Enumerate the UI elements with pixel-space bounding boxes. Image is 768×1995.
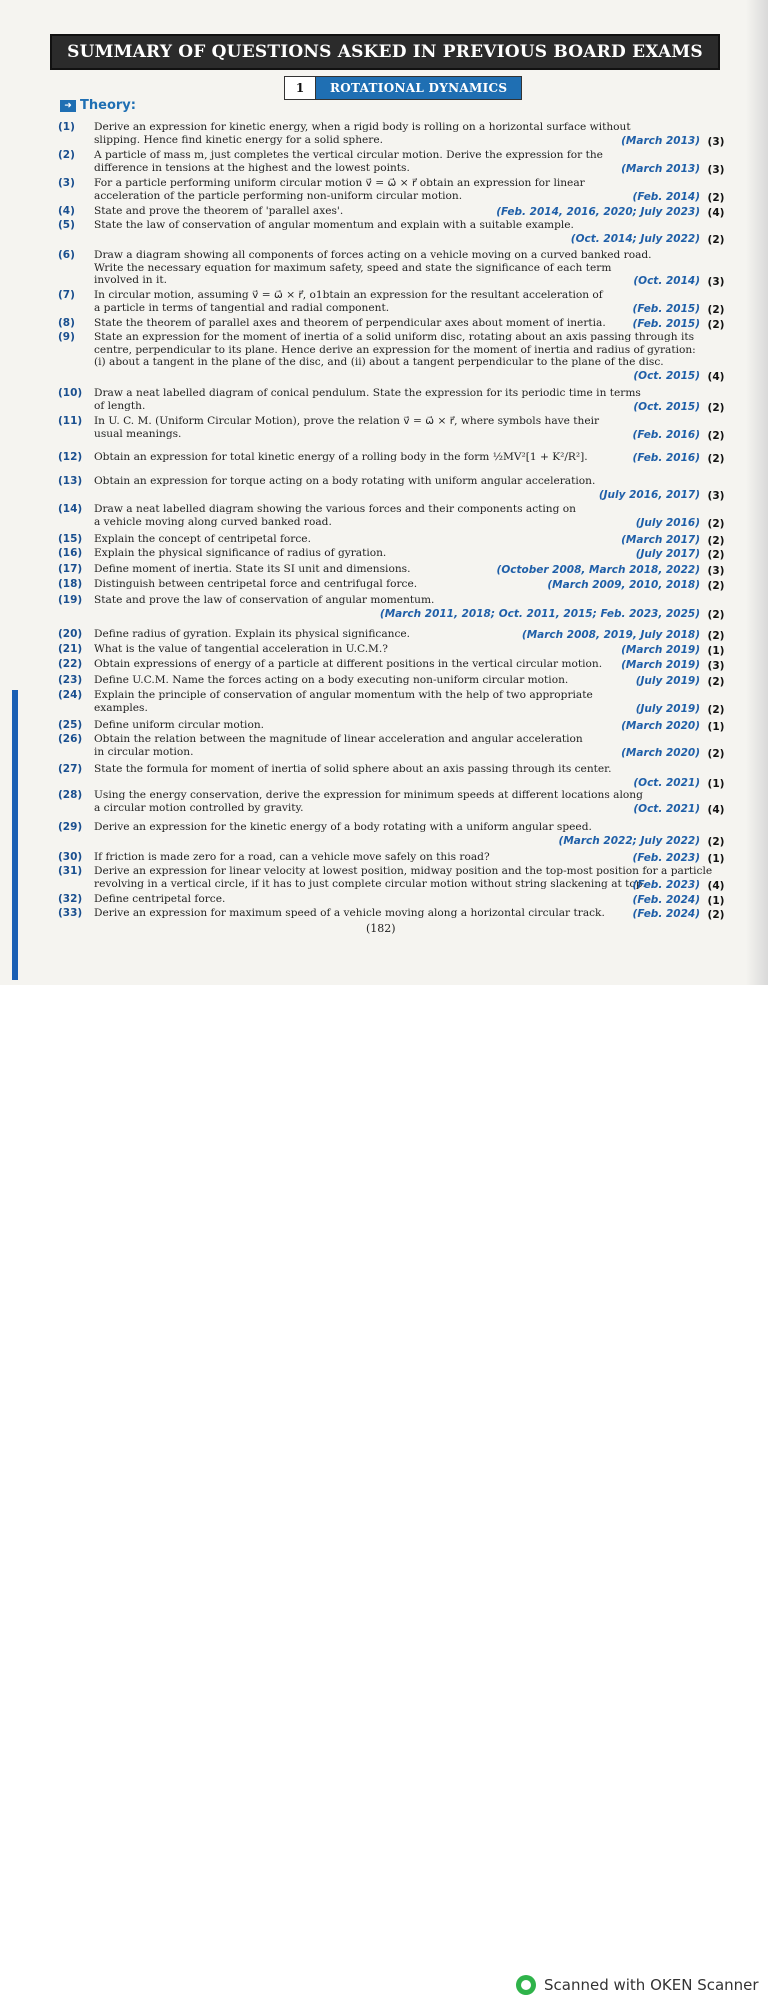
page-number: (182): [366, 922, 396, 935]
question-number: (19): [58, 594, 83, 606]
question-marks: (2): [707, 191, 725, 204]
question-line: Derive an expression for maximum speed of a vehicle moving along a horizontal circular track.: [94, 907, 605, 919]
question-text: [94, 121, 684, 146]
question-number: (8): [58, 317, 75, 329]
exam-date: (Feb. 2014): [632, 190, 700, 203]
exam-date: (March 2013): [621, 134, 700, 147]
question-line: involved in it.: [94, 274, 167, 286]
question-line: Draw a neat labelled diagram of conical pendulum. State the expression for its periodic time in terms: [94, 387, 641, 399]
question-text: [94, 547, 684, 560]
question-line: If friction is made zero for a road, can a vehicle move safely on this road?: [94, 851, 490, 863]
question-number: (30): [58, 851, 83, 863]
question-number: (12): [58, 451, 83, 463]
question-line: of length.: [94, 399, 146, 412]
question-line: in circular motion.: [94, 745, 194, 758]
question-marks: (2): [707, 676, 725, 688]
exam-date: (Oct. 2015): [633, 400, 700, 413]
exam-date: (July 2016): [635, 516, 700, 529]
question-text: [94, 451, 684, 464]
question-marks: (2): [707, 747, 725, 760]
question-text: [94, 415, 684, 440]
question-text: [94, 177, 684, 202]
question-line: Distinguish between centripetal force and centrifugal force.: [94, 578, 418, 590]
question-marks: (2): [707, 580, 725, 592]
question-text: [94, 475, 684, 500]
question-marks: (2): [707, 303, 725, 316]
question-line: slipping. Hence find kinetic energy for a solid sphere.: [94, 133, 384, 146]
question-line: Explain the principle of conservation of angular momentum with the help of two appropriate: [94, 689, 593, 701]
question-number: (13): [58, 475, 83, 487]
question-marks: (4): [707, 207, 725, 219]
question-line: a vehicle moving along curved banked road.: [94, 515, 332, 528]
question-text: [94, 658, 684, 671]
question-number: (2): [58, 149, 75, 161]
question-number: (9): [58, 331, 75, 343]
header-title: SUMMARY OF QUESTIONS ASKED IN PREVIOUS BOARD EXAMS: [67, 42, 703, 62]
exam-date: (March 2022; July 2022): [558, 834, 700, 847]
question-text: [94, 733, 684, 758]
question-text: [94, 643, 684, 656]
question-number: (3): [58, 177, 75, 189]
question-number: (22): [58, 658, 83, 670]
question-marks: (1): [707, 777, 725, 790]
question-marks: (2): [707, 233, 725, 246]
arrow-icon: ➜: [60, 100, 76, 112]
question-number: (18): [58, 578, 83, 590]
question-line: Define uniform circular motion.: [94, 719, 265, 731]
exam-date: (March 2017): [621, 534, 700, 546]
question-line: Using the energy conservation, derive the expression for minimum speeds at different locations along: [94, 789, 643, 801]
question-number: (6): [58, 249, 75, 261]
exam-date: (Oct. 2021): [633, 776, 700, 789]
question-marks: (3): [707, 135, 725, 148]
oken-logo-icon: [516, 1975, 536, 1995]
question-line: For a particle performing uniform circular motion v⃗ = ω⃗ × r⃗ obtain an expression for linear: [94, 177, 585, 189]
question-line: [94, 369, 684, 382]
question-text: [94, 387, 684, 412]
exam-date: (March 2019): [621, 659, 700, 671]
question-line: Derive an expression for linear velocity at lowest position, midway position and the top-most position for a particle: [94, 865, 713, 877]
question-text: [94, 789, 684, 814]
question-line: Obtain an expression for torque acting on a body rotating with uniform angular acceleration.: [94, 475, 596, 487]
exam-date: (March 2020): [621, 720, 700, 732]
question-number: (31): [58, 865, 83, 877]
question-line: Derive an expression for kinetic energy, when a rigid body is rolling on a horizontal surface without: [94, 121, 631, 133]
question-line: In U. C. M. (Uniform Circular Motion), prove the relation v⃗ = ω⃗ × r⃗, where symbols have their: [94, 415, 600, 427]
question-text: [94, 289, 684, 314]
question-number: (1): [58, 121, 75, 133]
question-line: a circular motion controlled by gravity.: [94, 801, 304, 814]
question-number: (25): [58, 719, 83, 731]
question-marks: (2): [707, 703, 725, 716]
question-marks: (1): [707, 895, 725, 907]
question-marks: (3): [707, 660, 725, 672]
question-line: usual meanings.: [94, 427, 182, 440]
exam-date: (March 2009, 2010, 2018): [547, 579, 700, 591]
question-marks: (2): [707, 319, 725, 331]
question-marks: (1): [707, 721, 725, 733]
question-text: [94, 851, 684, 864]
question-line: Obtain expressions of energy of a particle at different positions in the vertical circular motion.: [94, 658, 603, 670]
question-marks: (2): [707, 549, 725, 561]
question-text: [94, 331, 696, 381]
question-number: (27): [58, 763, 83, 775]
exam-date: (Oct. 2015): [633, 369, 700, 382]
exam-date: (Feb. 2024): [632, 894, 700, 906]
chapter-title: ROTATIONAL DYNAMICS: [316, 77, 521, 99]
theory-section-heading: [60, 98, 136, 113]
question-marks: (2): [707, 517, 725, 530]
exam-date: (March 2019): [621, 644, 700, 656]
question-marks: (3): [707, 276, 725, 288]
exam-date: (Feb. 2023): [632, 852, 700, 864]
question-text: [94, 865, 713, 890]
exam-date: (Oct. 2014): [633, 275, 700, 287]
exam-date: (Feb. 2014, 2016, 2020; July 2023): [496, 206, 700, 218]
question-marks: (4): [707, 803, 725, 816]
question-marks: (1): [707, 853, 725, 865]
exam-date: (March 2020): [621, 746, 700, 759]
question-line: State and prove the theorem of 'parallel axes'.: [94, 205, 344, 217]
question-marks: (2): [707, 909, 725, 921]
question-marks: (2): [707, 630, 725, 642]
scanner-watermark: [516, 1975, 759, 1995]
question-number: (17): [58, 563, 83, 575]
question-line: difference in tensions at the highest and the lowest points.: [94, 161, 410, 174]
question-line: State and prove the law of conservation of angular momentum.: [94, 594, 435, 606]
question-number: (7): [58, 289, 75, 301]
question-marks: (4): [707, 370, 725, 383]
page-margin-bar: [12, 690, 18, 980]
question-line: Explain the concept of centripetal force.: [94, 533, 311, 545]
question-text: [94, 249, 684, 287]
question-line: Write the necessary equation for maximum safety, speed and state the significance of each term: [94, 261, 612, 274]
exam-date: (July 2019): [635, 675, 700, 687]
question-line: Draw a diagram showing all components of forces acting on a vehicle moving on a curved banked road.: [94, 249, 652, 261]
question-number: (10): [58, 387, 83, 399]
chapter-heading: [284, 76, 522, 100]
exam-date: (Oct. 2021): [633, 802, 700, 815]
question-line: What is the value of tangential acceleration in U.C.M.?: [94, 643, 388, 655]
question-text: [94, 149, 684, 174]
question-line: centre, perpendicular to its plane. Hence derive an expression for the moment of inertia and radius of gyration:: [94, 343, 696, 356]
question-text: [94, 893, 684, 906]
exam-date: (Feb. 2023): [632, 878, 700, 891]
question-line: [94, 776, 684, 789]
scanner-footer: [0, 985, 768, 1994]
question-marks: (2): [707, 429, 725, 442]
question-number: (23): [58, 674, 83, 686]
exam-date: (Feb. 2024): [632, 908, 700, 920]
question-text: [94, 719, 684, 732]
exam-date: (Feb. 2016): [632, 428, 700, 441]
question-line: In circular motion, assuming v⃗ = ω⃗ × r⃗, o1btain an expression for the resultant acceleration of: [94, 289, 603, 301]
question-marks: (4): [707, 879, 725, 892]
question-number: (26): [58, 733, 83, 745]
question-number: (15): [58, 533, 83, 545]
question-marks: (2): [707, 401, 725, 414]
question-line: Derive an expression for the kinetic energy of a body rotating with a uniform angular speed.: [94, 821, 592, 833]
exam-date: (October 2008, March 2018, 2022): [496, 564, 700, 576]
question-number: (5): [58, 219, 75, 231]
exam-date: (Oct. 2014; July 2022): [570, 232, 700, 245]
question-number: (14): [58, 503, 83, 515]
question-line: [94, 488, 684, 501]
exam-date: (July 2017): [635, 548, 700, 560]
question-text: [94, 674, 684, 687]
question-marks: (1): [707, 645, 725, 657]
exam-date: (Feb. 2016): [632, 452, 700, 464]
question-marks: (3): [707, 163, 725, 176]
question-text: [94, 317, 684, 330]
question-line: Define moment of inertia. State its SI unit and dimensions.: [94, 563, 411, 575]
question-marks: (2): [707, 608, 725, 621]
question-line: Obtain the relation between the magnitude of linear acceleration and angular acceleration: [94, 733, 583, 745]
exam-date: (March 2008, 2019, July 2018): [521, 629, 700, 641]
question-line: A particle of mass m, just completes the vertical circular motion. Derive the expression for the: [94, 149, 603, 161]
question-number: (24): [58, 689, 83, 701]
question-number: (20): [58, 628, 83, 640]
question-line: Explain the physical significance of radius of gyration.: [94, 547, 387, 559]
question-text: [94, 907, 684, 920]
question-line: revolving in a vertical circle, if it has to just complete circular motion without string slackening at top.: [94, 877, 646, 890]
question-marks: (2): [707, 453, 725, 465]
question-line: examples.: [94, 701, 148, 714]
exam-date: (July 2019): [635, 702, 700, 715]
question-text: [94, 533, 684, 546]
question-line: Define U.C.M. Name the forces acting on a body executing non-uniform circular motion.: [94, 674, 569, 686]
page-edge-shadow: [746, 0, 768, 1024]
question-line: State the theorem of parallel axes and theorem of perpendicular axes about moment of inertia.: [94, 317, 606, 329]
question-number: (29): [58, 821, 83, 833]
question-marks: (2): [707, 835, 725, 848]
question-line: a particle in terms of tangential and radial component.: [94, 301, 390, 314]
question-number: (32): [58, 893, 83, 905]
question-line: (i) about a tangent in the plane of the disc, and (ii) about a tangent perpendicular to the plane of the disc.: [94, 356, 664, 368]
question-number: (4): [58, 205, 75, 217]
exam-date: (March 2013): [621, 162, 700, 175]
question-line: Define radius of gyration. Explain its physical significance.: [94, 628, 411, 640]
question-line: State the formula for moment of inertia of solid sphere about an axis passing through its center.: [94, 763, 612, 775]
exam-date: (March 2011, 2018; Oct. 2011, 2015; Feb. 2023, 2025): [379, 607, 700, 620]
question-line: Obtain an expression for total kinetic energy of a rolling body in the form ½MV²[1 + K²/R²].: [94, 451, 588, 463]
chapter-number: 1: [285, 77, 316, 99]
exam-date: (Feb. 2015): [632, 318, 700, 330]
scanner-label: Scanned with OKEN Scanner: [544, 1976, 759, 1994]
question-marks: (3): [707, 489, 725, 502]
question-marks: (2): [707, 535, 725, 547]
question-line: acceleration of the particle performing non-uniform circular motion.: [94, 189, 463, 202]
question-line: State an expression for the moment of inertia of a solid uniform disc, rotating about an axis passing through its: [94, 331, 695, 343]
question-line: State the law of conservation of angular momentum and explain with a suitable example.: [94, 219, 574, 231]
question-text: [94, 763, 684, 788]
question-number: (21): [58, 643, 83, 655]
theory-label: Theory:: [80, 98, 136, 113]
exam-date: (July 2016, 2017): [598, 488, 700, 501]
question-marks: (3): [707, 565, 725, 577]
question-text: [94, 503, 684, 528]
question-line: Draw a neat labelled diagram showing the various forces and their components acting on: [94, 503, 576, 515]
exam-date: (Feb. 2015): [632, 302, 700, 315]
summary-header: [50, 34, 720, 70]
question-number: (28): [58, 789, 83, 801]
question-line: Define centripetal force.: [94, 893, 226, 905]
question-number: (16): [58, 547, 83, 559]
question-text: [94, 689, 684, 714]
question-number: (33): [58, 907, 83, 919]
question-number: (11): [58, 415, 83, 427]
